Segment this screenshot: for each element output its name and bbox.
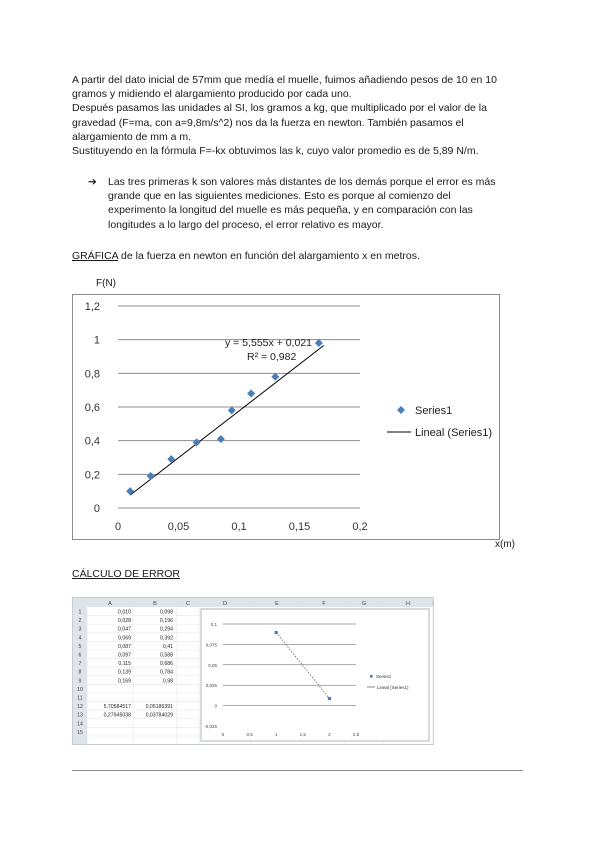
column-header: G (361, 601, 367, 607)
embedded-y-tick: 0,075 (205, 642, 217, 648)
cell-value: 0,196 (160, 618, 173, 625)
y-tick-label: 0,8 (84, 368, 100, 381)
embedded-legend-marker (370, 675, 373, 678)
trendline-equation: y = 5,555x + 0,021 (225, 337, 312, 349)
column-header: A (108, 601, 112, 607)
bullet-line-2: grande que en las siguientes mediciones. Esto es porque al comienzo del (108, 190, 451, 203)
legend-trendline-label: Lineal (Series1) (415, 427, 493, 439)
row-number: 2 (78, 618, 82, 625)
row-number: 11 (77, 695, 83, 702)
row-number: 7 (78, 661, 82, 668)
row-number: 15 (77, 729, 83, 736)
cell-value: 0,169 (118, 678, 131, 685)
cell-value: 0,686 (160, 661, 173, 668)
r-squared-label: R² = 0,982 (247, 351, 297, 363)
x-axis-label: x(m) (495, 539, 515, 550)
cell-value: 0,27945038 (103, 712, 131, 719)
column-header: H (406, 601, 410, 607)
column-header: B (153, 601, 157, 607)
row-number: 5 (78, 643, 82, 650)
column-header: D (223, 601, 227, 607)
grafica-heading-rest: de la fuerza en newton en función del alargamiento x en metros. (118, 250, 420, 262)
cell-value: 0,069 (118, 635, 131, 642)
arrow-bullet-icon: ➔ (88, 176, 97, 188)
cell-value: 0,097 (118, 652, 131, 659)
embedded-x-tick: 1 (274, 732, 278, 737)
cell-value: 0,139 (118, 669, 131, 676)
embedded-legend-trend: Lineal (Series1) (377, 685, 409, 690)
column-header: F (322, 601, 326, 607)
embedded-y-tick: 0,025 (205, 683, 217, 689)
y-tick-label: 0,6 (84, 402, 100, 414)
intro-line-4: gravedad (F=ma, con a=9,8m/s^2) nos da la fuerza en newton. También pasamos el (72, 116, 464, 129)
embedded-x-tick: 1,5 (299, 732, 306, 737)
row-number: 12 (77, 704, 83, 711)
y-tick-label: 0,2 (84, 469, 100, 482)
row-number: 4 (78, 635, 82, 642)
cell-value: 0,098 (160, 609, 173, 616)
x-tick-label: 0,15 (288, 521, 311, 533)
column-header: C (186, 601, 190, 607)
bullet-line-4: longitudes a lo largo del proceso, el error relativo es mayor. (108, 218, 384, 231)
y-axis-label: F(N) (96, 278, 116, 289)
intro-line-2: gramos y midiendo el alargamiento producido por cada uno. (72, 88, 352, 101)
cell-value: 0,392 (160, 635, 173, 642)
embedded-y-tick: 0,05 (208, 662, 217, 668)
cell-value: 0,294 (160, 626, 173, 633)
bullet-line-1: Las tres primeras k son valores más distantes de los demás porque el error es más (108, 176, 496, 188)
intro-line-5: alargamiento de mm a m. (72, 130, 192, 143)
cell-value: 0,047 (118, 626, 131, 633)
y-tick-label: 0 (93, 503, 100, 515)
x-tick-label: 0,2 (352, 521, 368, 533)
cell-value: 0,05186391 (145, 704, 173, 711)
cell-value: 0,03784029 (145, 712, 173, 719)
force-vs-elongation-chart (72, 294, 500, 540)
cell-value: 0,41 (162, 643, 173, 650)
intro-line-6: Sustituyendo en la fórmula F=-kx obtuvimos las k, cuyo valor promedio es de 5,89 N/m. (72, 145, 479, 158)
embedded-y-tick: 0 (214, 703, 217, 709)
intro-line-3: Después pasamos las unidades al SI, los gramos a kg, que multiplicado por el valor de la (72, 102, 487, 115)
embedded-x-tick: 2,5 (352, 732, 360, 737)
embedded-y-tick: -0,025 (204, 724, 217, 729)
page-divider (72, 770, 523, 771)
intro-paragraph (72, 73, 532, 158)
calculo-heading: CÁLCULO DE ERROR (72, 568, 180, 580)
cell-value: 0,588 (160, 652, 173, 659)
embedded-data-point (275, 631, 278, 634)
cell-value: 0,028 (118, 618, 131, 625)
chart-frame (73, 295, 500, 540)
embedded-x-tick: 0,5 (246, 732, 253, 737)
row-number: 13 (77, 712, 83, 719)
cell-value: 0,115 (118, 661, 131, 668)
x-tick-label: 0,05 (167, 521, 190, 533)
row-number: 1 (78, 609, 82, 616)
legend-series-label: Series1 (415, 405, 453, 417)
column-header-bar (73, 598, 433, 607)
embedded-x-tick: 0 (221, 732, 225, 737)
cell-value: 5,70584517 (103, 704, 131, 711)
row-number: 14 (77, 721, 83, 728)
spreadsheet-grid (73, 598, 433, 744)
x-tick-label: 0,1 (231, 521, 247, 533)
row-number: 8 (78, 669, 82, 676)
bullet-point (88, 175, 532, 232)
x-tick-label: 0 (114, 521, 122, 533)
embedded-data-point (328, 697, 331, 700)
embedded-chart-frame (201, 609, 429, 741)
cell-value: 0,784 (160, 669, 173, 676)
cell-value: 0,98 (162, 678, 173, 685)
row-number: 10 (77, 686, 83, 693)
column-header: E (275, 601, 279, 607)
row-number: 3 (78, 626, 82, 633)
embedded-y-tick: 0,1 (210, 622, 217, 627)
y-tick-label: 1,2 (84, 301, 100, 313)
grafica-heading-underlined: GRÁFICA (72, 250, 119, 262)
embedded-x-tick: 2 (328, 732, 331, 737)
intro-line-1: A partir del dato inicial de 57mm que medía el muelle, fuimos añadiendo pesos de 10 en 10 (72, 74, 497, 86)
grafica-heading (72, 250, 420, 262)
cell-value: 0,087 (118, 643, 131, 650)
embedded-legend-series: Series1 (376, 674, 392, 679)
cell-value: 0,010 (118, 609, 131, 616)
y-tick-label: 1 (93, 334, 100, 347)
bullet-line-3: experimento la longitud del muelle es más pequeña, y en comparación con las (108, 204, 473, 217)
spreadsheet-screenshot (72, 597, 434, 745)
row-number: 6 (78, 652, 82, 659)
row-number: 9 (78, 678, 82, 685)
y-tick-label: 0,4 (84, 435, 100, 448)
